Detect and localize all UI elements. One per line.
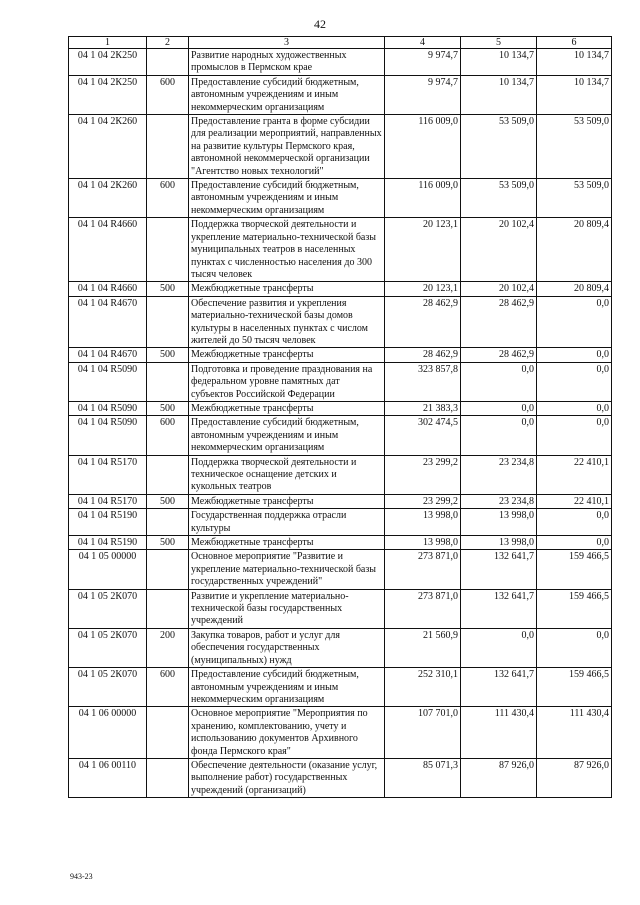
row-amount-col4-cell: 252 310,1 xyxy=(385,668,461,707)
row-amount-col5-cell: 13 998,0 xyxy=(461,509,537,536)
row-amount-col4-cell: 116 009,0 xyxy=(385,179,461,218)
table-row xyxy=(69,455,612,494)
row-amount-col5-cell: 0,0 xyxy=(461,628,537,667)
row-code-cell: 04 1 04 2К260 xyxy=(69,179,147,218)
row-name-cell: Межбюджетные трансферты xyxy=(189,282,385,296)
footer-document-code: 943-23 xyxy=(70,872,93,881)
row-code-cell: 04 1 04 R5090 xyxy=(69,416,147,455)
row-amount-col6-cell: 159 466,5 xyxy=(537,550,612,589)
row-name-cell: Межбюджетные трансферты xyxy=(189,348,385,362)
table-row xyxy=(69,509,612,536)
row-expense-type-cell: 500 xyxy=(147,494,189,508)
row-expense-type-cell: 500 xyxy=(147,536,189,550)
row-amount-col6-cell: 0,0 xyxy=(537,628,612,667)
row-code-cell: 04 1 05 2К070 xyxy=(69,628,147,667)
table-row xyxy=(69,296,612,348)
row-name-cell: Предоставление субсидий бюджетным, автономным учреждениям и иным некоммерческим организациям xyxy=(189,668,385,707)
column-header-1: 1 xyxy=(69,37,147,49)
row-amount-col5-cell: 28 462,9 xyxy=(461,348,537,362)
row-expense-type-cell xyxy=(147,589,189,628)
row-code-cell: 04 1 06 00110 xyxy=(69,758,147,797)
table-row xyxy=(69,49,612,76)
table-row xyxy=(69,494,612,508)
row-amount-col5-cell: 87 926,0 xyxy=(461,758,537,797)
row-expense-type-cell xyxy=(147,115,189,179)
row-name-cell: Обеспечение развития и укрепления материально-технической базы домов культуры в населенных пунктах с числом жителей до 50 тысяч человек xyxy=(189,296,385,348)
row-amount-col4-cell: 302 474,5 xyxy=(385,416,461,455)
budget-table xyxy=(68,36,612,798)
row-name-cell: Развитие и укрепление материально-технической базы государственных учреждений xyxy=(189,589,385,628)
column-header-4: 4 xyxy=(385,37,461,49)
row-amount-col5-cell: 20 102,4 xyxy=(461,282,537,296)
row-amount-col5-cell: 0,0 xyxy=(461,362,537,401)
table-header-row xyxy=(69,37,612,49)
row-amount-col6-cell: 53 509,0 xyxy=(537,179,612,218)
row-code-cell: 04 1 04 R5170 xyxy=(69,494,147,508)
row-amount-col4-cell: 273 871,0 xyxy=(385,589,461,628)
row-amount-col4-cell: 13 998,0 xyxy=(385,509,461,536)
column-header-6: 6 xyxy=(537,37,612,49)
row-code-cell: 04 1 04 R4660 xyxy=(69,282,147,296)
row-amount-col5-cell: 111 430,4 xyxy=(461,707,537,759)
page-number: 42 xyxy=(314,17,326,31)
row-name-cell: Предоставление субсидий бюджетным, автономным учреждениям и иным некоммерческим организациям xyxy=(189,416,385,455)
row-name-cell: Основное мероприятие "Мероприятия по хранению, комплектованию, учету и использованию документов Архивного фонда Пермского края" xyxy=(189,707,385,759)
row-amount-col5-cell: 20 102,4 xyxy=(461,218,537,282)
row-name-cell: Предоставление гранта в форме субсидии для реализации мероприятий, направленных на развитие культуры Пермского края, автономной некоммерческой организации "Агентство новых технологий" xyxy=(189,115,385,179)
row-name-cell: Государственная поддержка отрасли культуры xyxy=(189,509,385,536)
row-amount-col5-cell: 53 509,0 xyxy=(461,115,537,179)
row-code-cell: 04 1 04 2К260 xyxy=(69,115,147,179)
row-amount-col6-cell: 0,0 xyxy=(537,296,612,348)
row-amount-col4-cell: 23 299,2 xyxy=(385,494,461,508)
row-amount-col5-cell: 0,0 xyxy=(461,416,537,455)
row-name-cell: Межбюджетные трансферты xyxy=(189,494,385,508)
table-row xyxy=(69,550,612,589)
row-amount-col6-cell: 53 509,0 xyxy=(537,115,612,179)
row-code-cell: 04 1 04 R5090 xyxy=(69,401,147,415)
row-code-cell: 04 1 06 00000 xyxy=(69,707,147,759)
row-expense-type-cell: 200 xyxy=(147,628,189,667)
table-row xyxy=(69,179,612,218)
row-amount-col5-cell: 10 134,7 xyxy=(461,75,537,114)
row-amount-col5-cell: 13 998,0 xyxy=(461,536,537,550)
row-expense-type-cell: 600 xyxy=(147,179,189,218)
row-expense-type-cell xyxy=(147,509,189,536)
row-amount-col5-cell: 23 234,8 xyxy=(461,494,537,508)
row-expense-type-cell xyxy=(147,758,189,797)
row-name-cell: Предоставление субсидий бюджетным, автономным учреждениям и иным некоммерческим организациям xyxy=(189,75,385,114)
row-expense-type-cell: 500 xyxy=(147,401,189,415)
row-amount-col5-cell: 10 134,7 xyxy=(461,49,537,76)
row-amount-col4-cell: 20 123,1 xyxy=(385,282,461,296)
column-header-2: 2 xyxy=(147,37,189,49)
row-amount-col4-cell: 323 857,8 xyxy=(385,362,461,401)
row-amount-col6-cell: 20 809,4 xyxy=(537,282,612,296)
row-code-cell: 04 1 04 R5190 xyxy=(69,536,147,550)
row-amount-col6-cell: 0,0 xyxy=(537,416,612,455)
row-amount-col4-cell: 9 974,7 xyxy=(385,75,461,114)
row-code-cell: 04 1 04 2К250 xyxy=(69,49,147,76)
row-amount-col6-cell: 20 809,4 xyxy=(537,218,612,282)
row-amount-col5-cell: 132 641,7 xyxy=(461,550,537,589)
row-amount-col6-cell: 0,0 xyxy=(537,348,612,362)
row-amount-col4-cell: 20 123,1 xyxy=(385,218,461,282)
table-row xyxy=(69,348,612,362)
row-name-cell: Поддержка творческой деятельности и техническое оснащение детских и кукольных театров xyxy=(189,455,385,494)
row-amount-col4-cell: 23 299,2 xyxy=(385,455,461,494)
row-code-cell: 04 1 04 R5190 xyxy=(69,509,147,536)
row-amount-col5-cell: 53 509,0 xyxy=(461,179,537,218)
row-code-cell: 04 1 04 R5090 xyxy=(69,362,147,401)
row-amount-col5-cell: 132 641,7 xyxy=(461,589,537,628)
table-row xyxy=(69,401,612,415)
row-name-cell: Обеспечение деятельности (оказание услуг, выполнение работ) государственных учреждений (организаций) xyxy=(189,758,385,797)
row-amount-col6-cell: 0,0 xyxy=(537,401,612,415)
table-row xyxy=(69,707,612,759)
column-header-5: 5 xyxy=(461,37,537,49)
row-amount-col5-cell: 0,0 xyxy=(461,401,537,415)
row-amount-col6-cell: 0,0 xyxy=(537,362,612,401)
row-code-cell: 04 1 04 R4670 xyxy=(69,296,147,348)
row-amount-col4-cell: 13 998,0 xyxy=(385,536,461,550)
table-row xyxy=(69,628,612,667)
row-code-cell: 04 1 04 R4660 xyxy=(69,218,147,282)
table-row xyxy=(69,115,612,179)
row-amount-col6-cell: 22 410,1 xyxy=(537,494,612,508)
table-row xyxy=(69,282,612,296)
row-expense-type-cell xyxy=(147,218,189,282)
row-name-cell: Основное мероприятие "Развитие и укрепление материально-технической базы государственных учреждений" xyxy=(189,550,385,589)
row-name-cell: Закупка товаров, работ и услуг для обеспечения государственных (муниципальных) нужд xyxy=(189,628,385,667)
row-expense-type-cell xyxy=(147,455,189,494)
row-expense-type-cell: 500 xyxy=(147,282,189,296)
row-amount-col4-cell: 85 071,3 xyxy=(385,758,461,797)
row-amount-col5-cell: 28 462,9 xyxy=(461,296,537,348)
row-expense-type-cell: 500 xyxy=(147,348,189,362)
row-amount-col4-cell: 116 009,0 xyxy=(385,115,461,179)
row-code-cell: 04 1 04 2К250 xyxy=(69,75,147,114)
table-row xyxy=(69,589,612,628)
row-code-cell: 04 1 04 R5170 xyxy=(69,455,147,494)
column-header-3: 3 xyxy=(189,37,385,49)
row-name-cell: Предоставление субсидий бюджетным, автономным учреждениям и иным некоммерческим организациям xyxy=(189,179,385,218)
row-amount-col6-cell: 159 466,5 xyxy=(537,589,612,628)
row-name-cell: Подготовка и проведение празднования на федеральном уровне памятных дат субъектов Российской Федерации xyxy=(189,362,385,401)
table-row xyxy=(69,668,612,707)
table-row xyxy=(69,362,612,401)
row-amount-col6-cell: 111 430,4 xyxy=(537,707,612,759)
row-code-cell: 04 1 05 00000 xyxy=(69,550,147,589)
row-amount-col4-cell: 273 871,0 xyxy=(385,550,461,589)
table-row xyxy=(69,218,612,282)
row-amount-col4-cell: 21 560,9 xyxy=(385,628,461,667)
row-amount-col6-cell: 0,0 xyxy=(537,536,612,550)
row-expense-type-cell xyxy=(147,550,189,589)
row-name-cell: Поддержка творческой деятельности и укрепление материально-технической базы муниципальных театров в населенных пунктах с численностью населения до 300 тысяч человек xyxy=(189,218,385,282)
row-amount-col6-cell: 10 134,7 xyxy=(537,49,612,76)
row-amount-col4-cell: 9 974,7 xyxy=(385,49,461,76)
row-amount-col6-cell: 22 410,1 xyxy=(537,455,612,494)
row-expense-type-cell xyxy=(147,296,189,348)
row-amount-col5-cell: 132 641,7 xyxy=(461,668,537,707)
row-code-cell: 04 1 04 R4670 xyxy=(69,348,147,362)
table-body xyxy=(69,49,612,798)
row-name-cell: Развитие народных художественных промыслов в Пермском крае xyxy=(189,49,385,76)
row-amount-col6-cell: 159 466,5 xyxy=(537,668,612,707)
row-amount-col4-cell: 21 383,3 xyxy=(385,401,461,415)
table-row xyxy=(69,75,612,114)
table-row xyxy=(69,416,612,455)
row-expense-type-cell xyxy=(147,49,189,76)
row-expense-type-cell: 600 xyxy=(147,668,189,707)
row-amount-col6-cell: 10 134,7 xyxy=(537,75,612,114)
row-expense-type-cell xyxy=(147,362,189,401)
row-expense-type-cell: 600 xyxy=(147,416,189,455)
table-row xyxy=(69,536,612,550)
row-expense-type-cell xyxy=(147,707,189,759)
row-code-cell: 04 1 05 2К070 xyxy=(69,668,147,707)
row-amount-col6-cell: 0,0 xyxy=(537,509,612,536)
row-name-cell: Межбюджетные трансферты xyxy=(189,401,385,415)
row-amount-col5-cell: 23 234,8 xyxy=(461,455,537,494)
table-row xyxy=(69,758,612,797)
row-amount-col4-cell: 28 462,9 xyxy=(385,296,461,348)
row-expense-type-cell: 600 xyxy=(147,75,189,114)
row-name-cell: Межбюджетные трансферты xyxy=(189,536,385,550)
row-amount-col6-cell: 87 926,0 xyxy=(537,758,612,797)
row-amount-col4-cell: 107 701,0 xyxy=(385,707,461,759)
row-amount-col4-cell: 28 462,9 xyxy=(385,348,461,362)
row-code-cell: 04 1 05 2К070 xyxy=(69,589,147,628)
